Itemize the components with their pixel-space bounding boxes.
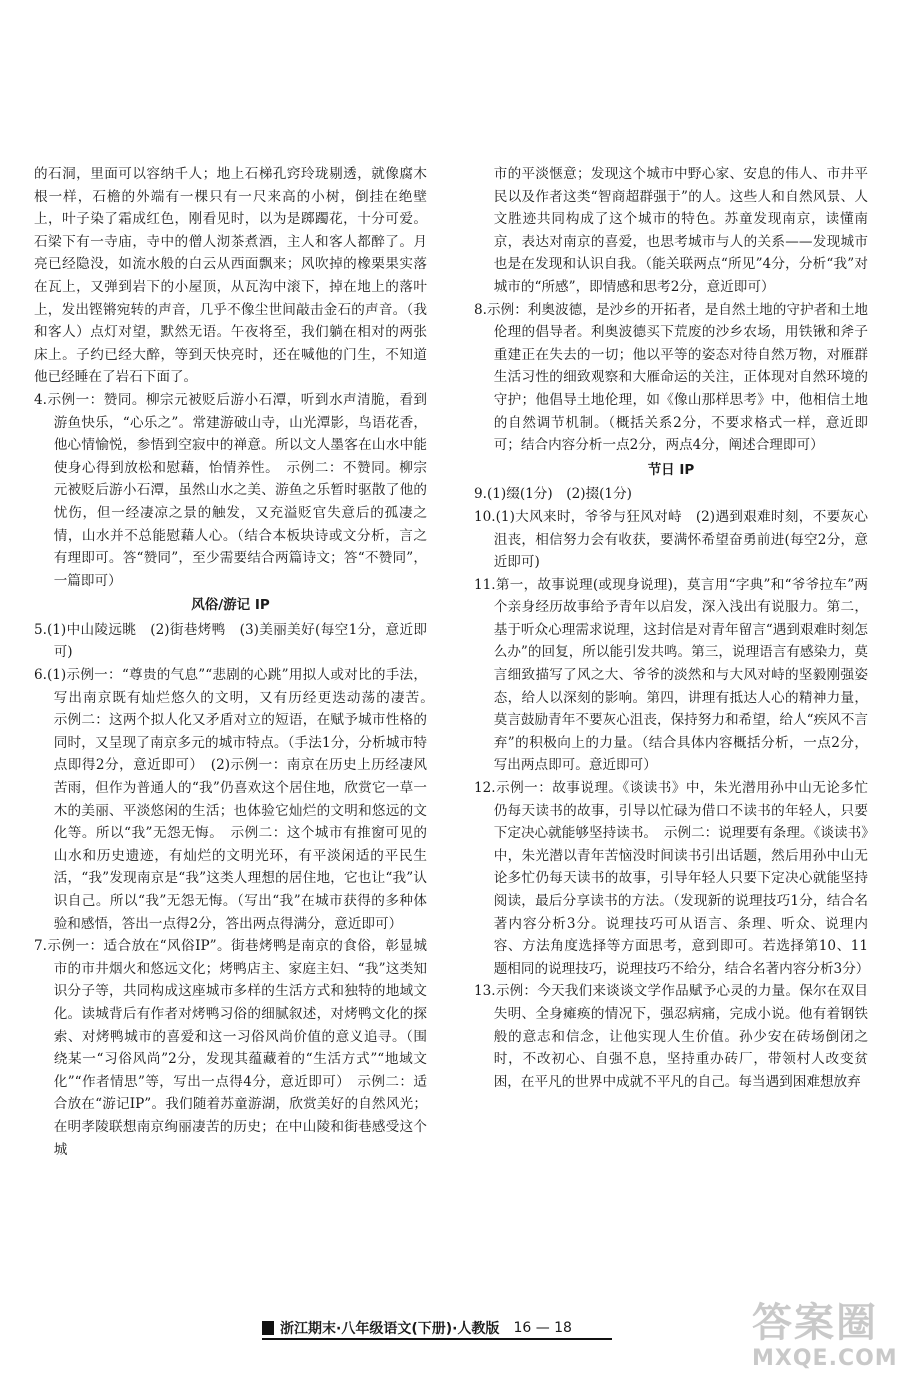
section-title-festival: 节日 IP bbox=[647, 461, 695, 478]
answer-item-9: 9.(1)缀(1分) (2)掇(1分) bbox=[474, 486, 632, 503]
answer-item-13: 13.示例：今天我们来谈谈文学作品赋予心灵的力量。保尔在双目失明、全身瘫痪的情况下，强忍病痛，完成小说。他有着钢铁般的意志和信念，让他实现人生价值。孙少安在砖场倒闭之时，不改初心、自强不息，坚持重办砖厂，带领村人改变贫困，在平凡的世界中成就不平凡的自己。每当遇到困难想放弃 bbox=[474, 983, 868, 1090]
footer-mark-icon bbox=[262, 1321, 274, 1335]
footer-rule bbox=[262, 1338, 612, 1340]
answer-item-5: 5.(1)中山陵远眺 (2)街巷烤鸭 (3)美丽美好(每空1分，意近即可) bbox=[34, 621, 427, 661]
translation-continuation: 的石洞，里面可以容纳千人；地上石梯孔窍玲珑剔透，就像腐木根一样，石檐的外端有一棵只有一尺来高的小树，倒挂在绝壁上，叶子染了霜成红色，刚看见时，以为是踯躅花，十分可爱。石梁下有一寺庙，寺中的僧人沏茶煮酒，主人和客人都醉了。月亮已经隐没，如流水般的白云从西面飘来；风吹掉的橡栗果实落在瓦上，又弹到岩下的小屋顶，从瓦沟中滚下，掉在地上的落叶上，发出铿锵宛转的声音，几乎不像尘世间敲击金石的声音。（我和客人）点灯对望，默然无语。午夜将至，我们躺在相对的两张床上。子约已经大醉，等到天快亮时，还在喊他的门生，不知道他已经睡在了岩石下面了。 bbox=[34, 166, 427, 386]
right-column bbox=[474, 163, 868, 1093]
answer-item-7-continuation: 市的平淡惬意；发现这个城市中野心家、安息的伟人、市井平民以及作者这类“智商超群强于”的人。这些人和自然风景、人文胜迹共同构成了这个城市的特色。苏童发现南京，读懂南京，表达对南京的喜爱，也思考城市与人的关系——发现城市也是在发现和认识自我。（能关联两点“所见”4分，分析“我”对城市的“所感”，即情感和思考2分，意近即可） bbox=[493, 166, 868, 295]
answer-item-10: 10.(1)大风来时，爷爷与狂风对峙 (2)遇到艰难时刻，不要灰心沮丧，相信努力会有收获，要满怀希望奋勇前进(每空2分，意近即可) bbox=[474, 508, 868, 571]
section-title-custom-travel: 风俗/游记 IP bbox=[191, 597, 270, 614]
answer-item-11: 11.第一，故事说理(或现身说理)，莫言用“字典”和“爷爷拉车”两个亲身经历故事给予青年以启发，深入浅出有说服力。第二，基于听众心理需求说理，这封信是对青年留言“遇到艰难时刻怎么办”的回复，所以能引发共鸣。第三，说理语言有感染力，莫言细致描写了风之大、爷爷的淡然和与大风对峙的坚毅刚强姿态，给人以深刻的影响。第四，讲理有抵达人心的精神力量，莫言鼓励青年不要灰心沮丧，保持努力和希望，给人“疾风不言弃”的积极向上的力量。（结合具体内容概括分析，一点2分，写出两点即可。意近即可） bbox=[474, 576, 868, 774]
footer-page-range: 16 — 18 bbox=[513, 1320, 572, 1336]
answer-item-7: 7.示例一：适合放在“风俗IP”。街巷烤鸭是南京的食俗，彰显城市的市井烟火和悠远文化；烤鸭店主、家庭主妇、“我”这类知识分子等，共同构成这座城市多样的生活方式和独特的地域文化。读城背后有作者对烤鸭习俗的细腻叙述，对烤鸭文化的探索、对烤鸭城市的喜爱和这一习俗风尚价值的意义追寻。（围绕某一“习俗风尚”2分，发现其蕴藏着的“生活方式”“地域文化”“作者情思”等，写出一点得4分，意近即可） 示例二：适合放在“游记IP”。我们随着苏童游湖，欣赏美好的自然风光；在明孝陵联想南京绚丽凄苦的历史；在中山陵和街巷感受这个城 bbox=[34, 938, 427, 1158]
footer-book-title: 浙江期末·八年级语文(下册)·人教版 bbox=[280, 1321, 500, 1337]
left-column bbox=[34, 163, 441, 1161]
answer-item-6: 6.(1)示例一：“尊贵的气息”“悲剧的心跳”用拟人或对比的手法，写出南京既有灿烂悠久的文明，又有历经更迭动荡的凄苦。 示例二：这两个拟人化又矛盾对立的短语，在赋予城市性格的同时，又呈现了南京多元的城市特点。（手法1分，分析城市特点即得2分，意近即可） (2)示例一：南京在历史上历经凄风苦雨，但作为普通人的“我”仍喜欢这个居住地，欣赏它一草一木的美丽、平淡悠闲的生活；也体验它灿烂的文明和悠远的文化等。所以“我”无怨无悔。 示例二：这个城市有推窗可见的山水和历史遗迹，有灿烂的文明光环，有平淡闲适的平民生活，“我”发现南京是“我”这类人理想的居住地，它也让“我”认识自己。所以“我”无怨无悔。（写出“我”在城市获得的多种体验和感悟，答出一点得2分，答出两点得满分，意近即可） bbox=[34, 667, 441, 932]
watermark-domain: MXQE.COM bbox=[752, 1346, 898, 1371]
watermark bbox=[752, 1300, 898, 1384]
watermark-logo-text: 答案圈 bbox=[752, 1300, 878, 1346]
answer-item-12: 12.示例一：故事说理。《谈读书》中，朱光潜用孙中山无论多忙仍每天读书的故事，引导以忙碌为借口不读书的年轻人，只要下定决心就能够坚持读书。 示例二：说理要有条理。《谈读书》中，朱光潜以青年苦恼没时间读书引出话题，然后用孙中山无论多忙仍每天读书的故事，引导年轻人只要下定决心就能坚持阅读，最后分享读书的方法。（发现新的说理技巧1分，结合名著内容分析3分。说理技巧可从语言、条理、听众、说理内容、方法角度选择等方面思考，意到即可。若选择第10、11题相同的说理技巧，说理技巧不给分，结合名著内容分析3分） bbox=[474, 780, 870, 977]
answer-item-8: 8.示例：利奥波德，是沙乡的开拓者，是自然土地的守护者和土地伦理的倡导者。利奥波德买下荒废的沙乡农场，用铁锹和斧子重建正在失去的一切；他以平等的姿态对待自然万物，对雁群生活习性的细致观察和大雁命运的关注，正体现对自然环境的守护；他倡导土地伦理，如《像山那样思考》中，他相信土地的自然调节机制。（概括关系2分，不要求格式一样，意近即可；结合内容分析一点2分，两点4分，阐述合理即可） bbox=[474, 301, 868, 454]
answer-item-4: 4.示例一：赞同。柳宗元被贬后游小石潭，听到水声清脆，看到游鱼快乐，“心乐之”。常建游破山寺，山光潭影，鸟语花香，他心情愉悦，参悟到空寂中的禅意。所以文人墨客在山水中能使身心得到放松和慰藉，怡情养性。 示例二：不赞同。柳宗元被贬后游小石潭，虽然山水之美、游鱼之乐暂时驱散了他的忧伤，但一经凄凉之景的触发，又充溢贬官失意后的孤凄之情，山水并不总能慰藉人心。（结合本板块诗或文分析，言之有理即可。答“赞同”，至少需要结合两篇诗文；答“不赞同”，一篇即可） bbox=[34, 391, 427, 589]
page-footer bbox=[262, 1318, 652, 1338]
